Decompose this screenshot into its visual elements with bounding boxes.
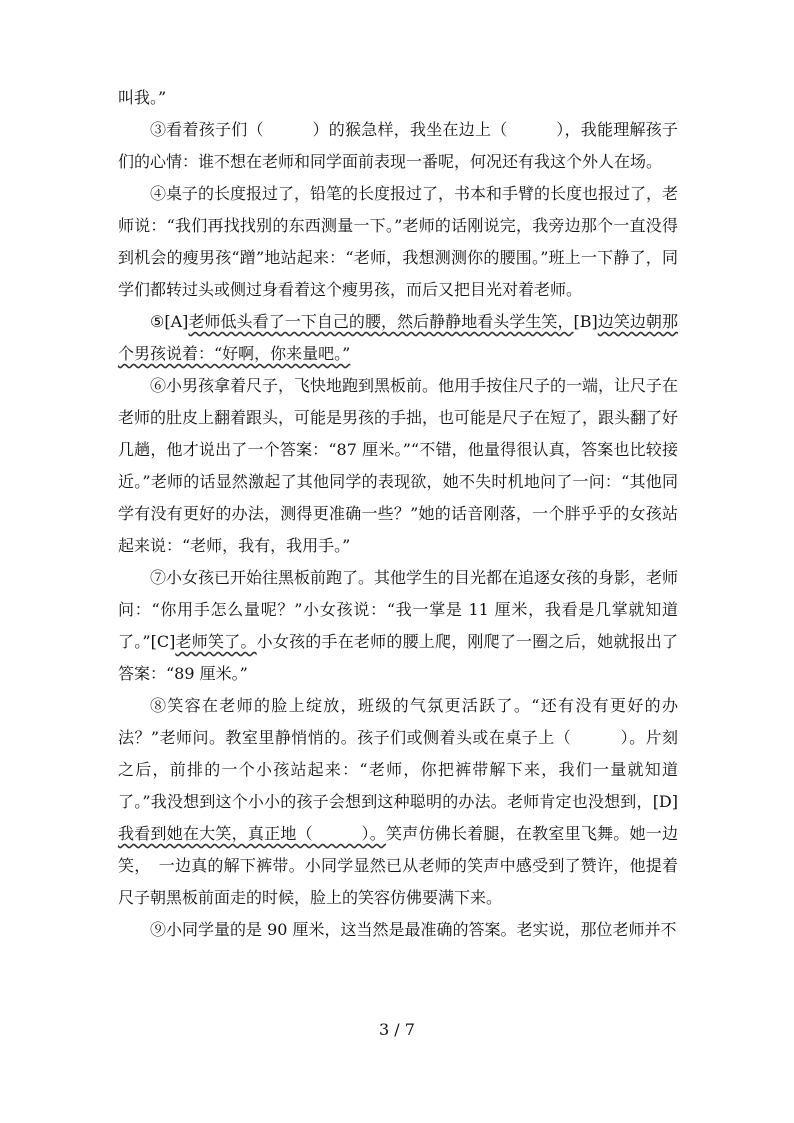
marker-a: ⑤[A] — [150, 312, 189, 331]
paragraph-9: ⑨小同学量的是 90 厘米，这当然是最准确的答案。老实说，那位老师并不 — [150, 920, 677, 939]
underlined-sentence-d: 我看到她在大笑，真正地（ ）。 — [118, 824, 386, 843]
paragraph-8-rest: 笑声仿佛长着腿，在教室里飞舞。她一边笑， 一边真的解下裤带。小同学显然已从老师的笑声中感受到了赞许，他提着尺子朝黑板前面走的时候，脸上的笑容仿佛要满下来。 — [118, 824, 678, 907]
paragraph-7-rest: 小女孩的手在老师的腰上爬，刚爬了一圈之后，她就报出了答案：“89 厘米。” — [118, 632, 678, 683]
paragraph-fragment: 叫我。” — [118, 88, 167, 107]
article-body — [118, 82, 678, 946]
marker-d: [D] — [652, 792, 678, 811]
marker-b: [B] — [573, 312, 598, 331]
paragraph-5 — [118, 306, 678, 370]
paragraph-7 — [118, 562, 678, 690]
paragraph-3: ③看着孩子们（ ）的猴急样，我坐在边上（ ），我能理解孩子们的心情：谁不想在老师和同学面前表现一番呢，何况还有我这个外人在场。 — [118, 120, 678, 171]
paragraph-8 — [118, 690, 678, 914]
paragraph-4: ④桌子的长度报过了，铅笔的长度报过了，书本和手臂的长度也报过了，老师说：“我们再找找别的东西测量一下。”老师的话刚说完，我旁边那个一直没得到机会的瘦男孩“蹭”地站起来：“老师，我想测测你的腰围。”班上一下静了，同学们都转过头或侧过身看着这个瘦男孩，而后又把目光对着老师。 — [118, 184, 679, 299]
paragraph-8-text: ⑧笑容在老师的脸上绽放，班级的气氛更活跃了。“还有没有更好的办法？”老师问。教室里静悄悄的。孩子们或侧着头或在桌子上（ ）。片刻之后，前排的一个小孩站起来：“老师，你把裤带解下来，我们一量就知道了。”我没想到这个小小的孩子会想到这种聪明的办法。老师肯定也没想到， — [118, 696, 678, 811]
underlined-sentence-c: 老师笑了。 — [175, 632, 257, 651]
paragraph-6: ⑥小男孩拿着尺子，飞快地跑到黑板前。他用手按住尺子的一端，让尺子在老师的肚皮上翻着跟头，可能是男孩的手拙，也可能是尺子在短了，跟头翻了好几趟，他才说出了一个答案：“87 厘米。”“不错，他量得很认真，答案也比较接近。”老师的话显然激起了其他同学的表现欲，她不失时机地问了一问：“其他同学有没有更好的办法，测得更准确一些？”她的话音刚落，一个胖乎乎的女孩站起来说：“老师，我有，我用手。” — [118, 376, 679, 555]
underlined-sentence-b: 边笑边朝那个男孩说着：“好啊，你来量吧。” — [118, 312, 678, 363]
page-number: 3 / 7 — [379, 1020, 415, 1039]
underlined-sentence-a: 老师低头看了一下自己的腰，然后静静地看头学生笑， — [188, 312, 574, 331]
paragraph-7-text: ⑦小女孩已开始往黑板前跑了。其他学生的目光都在追逐女孩的身影，老师问：“你用手怎么量呢？”小女孩说：“我一掌是 11 厘米，我看是几掌就知道了。”[C] — [118, 568, 679, 651]
